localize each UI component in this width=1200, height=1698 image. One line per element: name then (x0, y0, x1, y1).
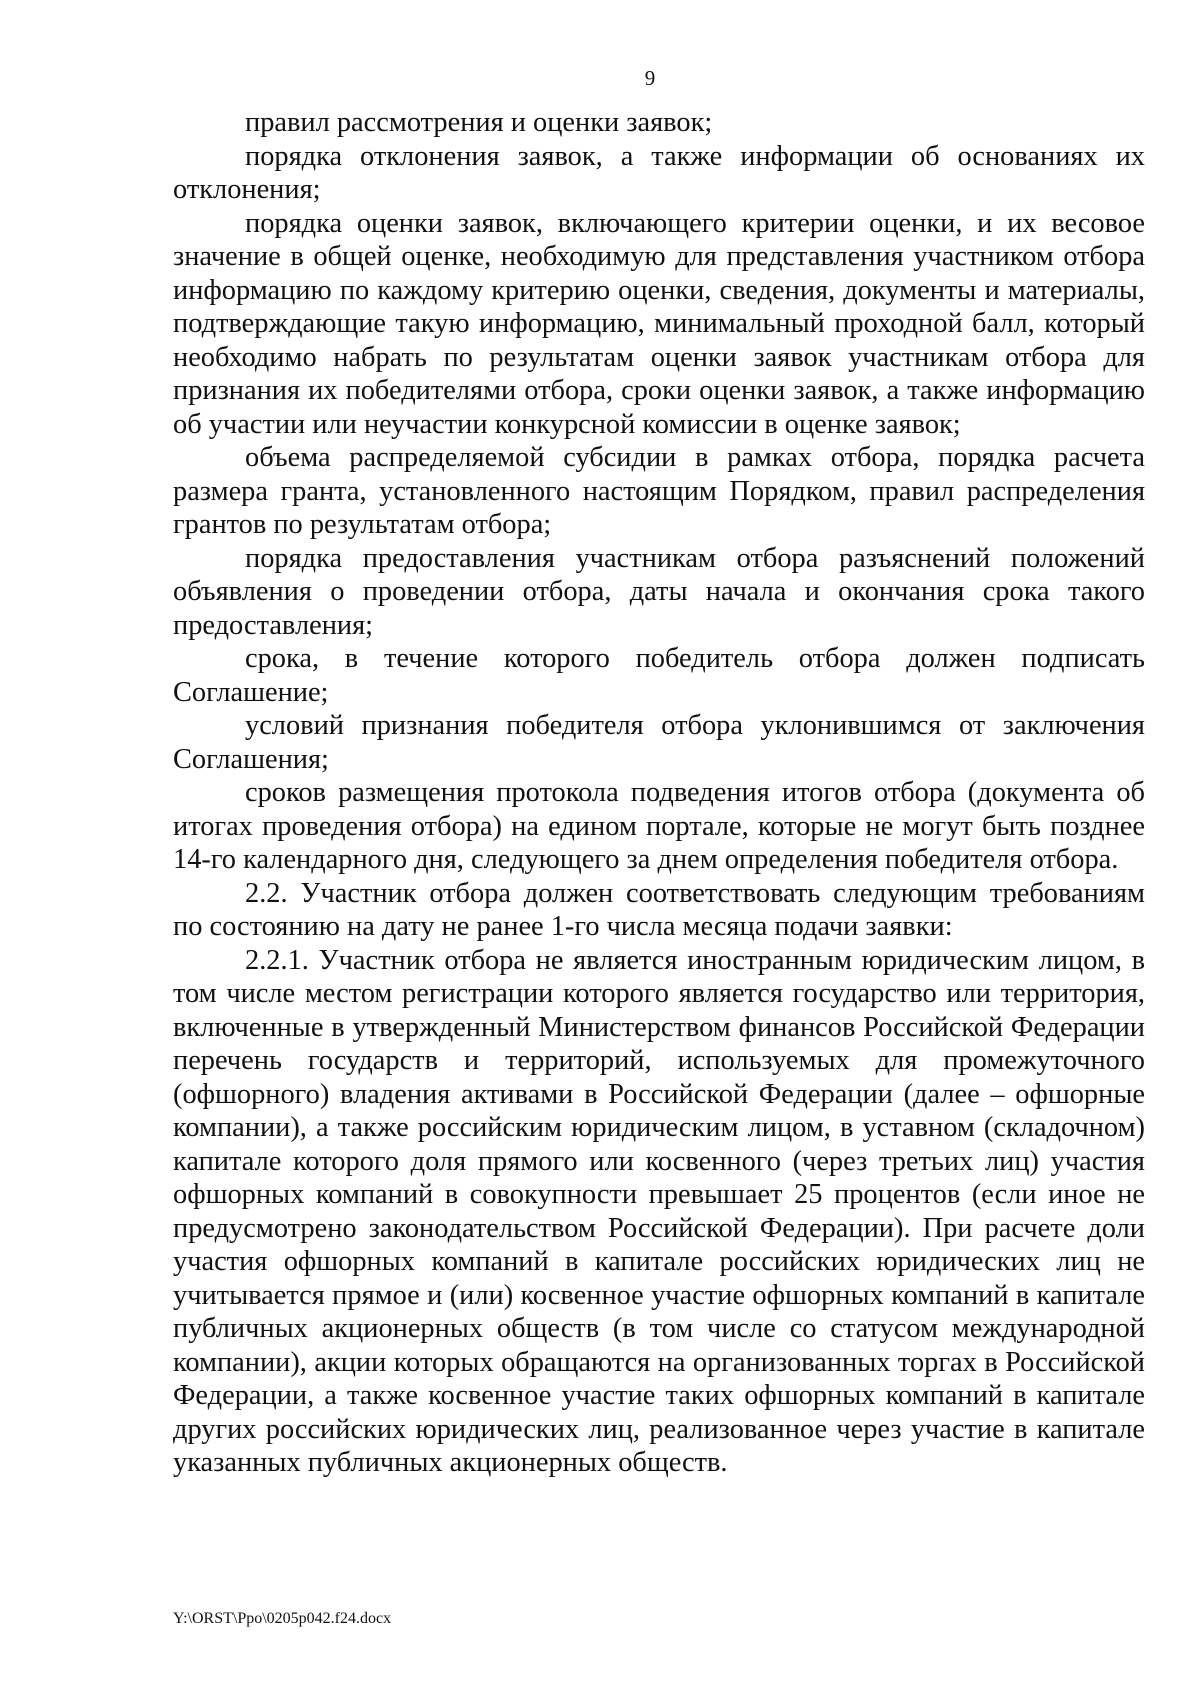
paragraph-evaluation-order: порядка оценки заявок, включающего критерии оценки, и их весовое значение в общей оценке, необходимую для представления участником отбора информацию по каждому критерию оценки, сведения, документы и материалы, подтверждающие такую информацию, минимальный проходной балл, который необходимо набрать по результатам оценки заявок участникам отбора для признания их победителями отбора, сроки оценки заявок, а также информацию об участии или неучастии конкурсной комиссии в оценке заявок; (173, 207, 1145, 440)
file-path-footer: Y:\ORST\Ppo\0205p042.f24.docx (173, 1610, 392, 1627)
paragraph-signing-term: срока, в течение которого победитель отбора должен подписать Соглашение; (173, 643, 1145, 708)
paragraph-evasion-conditions: условий признания победителя отбора уклонившимся от заключения Соглашения; (173, 710, 1145, 775)
paragraph-protocol-terms: сроков размещения протокола подведения итогов отбора (документа об итогах проведения отбора) на едином портале, которые не могут быть позднее 14-го календарного дня, следующего за днем определения победителя отбора. (173, 777, 1145, 875)
document-body (173, 106, 1145, 1480)
paragraph-section-2-2-1: 2.2.1. Участник отбора не является иностранным юридическим лицом, в том числе местом регистрации которого является государство или территория, включенные в утвержденный Министерством финансов Российской Федерации перечень государств и территорий, используемых для промежуточного (офшорного) владения активами в Российской Федерации (далее – офшорные компании), а также российским юридическим лицом, в уставном (складочном) капитале которого доля прямого или косвенного (через третьих лиц) участия офшорных компаний в совокупности превышает 25 процентов (если иное не предусмотрено законодательством Российской Федерации). При расчете доли участия офшорных компаний в капитале российских юридических лиц не учитывается прямое и (или) косвенное участие офшорных компаний в капитале публичных акционерных обществ (в том числе со статусом международной компании), акции которых обращаются на организованных торгах в Российской Федерации, а также косвенное участие таких офшорных компаний в капитале других российских юридических лиц, реализованное через участие в капитале указанных публичных акционерных обществ. (173, 944, 1145, 1478)
paragraph-clarifications: порядка предоставления участникам отбора разъяснений положений объявления о проведении отбора, даты начала и окончания срока такого предоставления; (173, 542, 1145, 641)
paragraph-review-rules: правил рассмотрения и оценки заявок; (245, 107, 713, 138)
paragraph-section-2-2: 2.2. Участник отбора должен соответствовать следующим требованиям по состоянию на дату не ранее 1-го числа месяца подачи заявки: (173, 877, 1145, 942)
page-number: 9 (644, 66, 656, 90)
paragraph-subsidy-volume: объема распределяемой субсидии в рамках отбора, порядка расчета размера гранта, установленного настоящим Порядком, правил распределения грантов по результатам отбора; (173, 442, 1145, 540)
paragraph-rejection-order: порядка отклонения заявок, а также информации об основаниях их отклонения; (173, 140, 1145, 205)
